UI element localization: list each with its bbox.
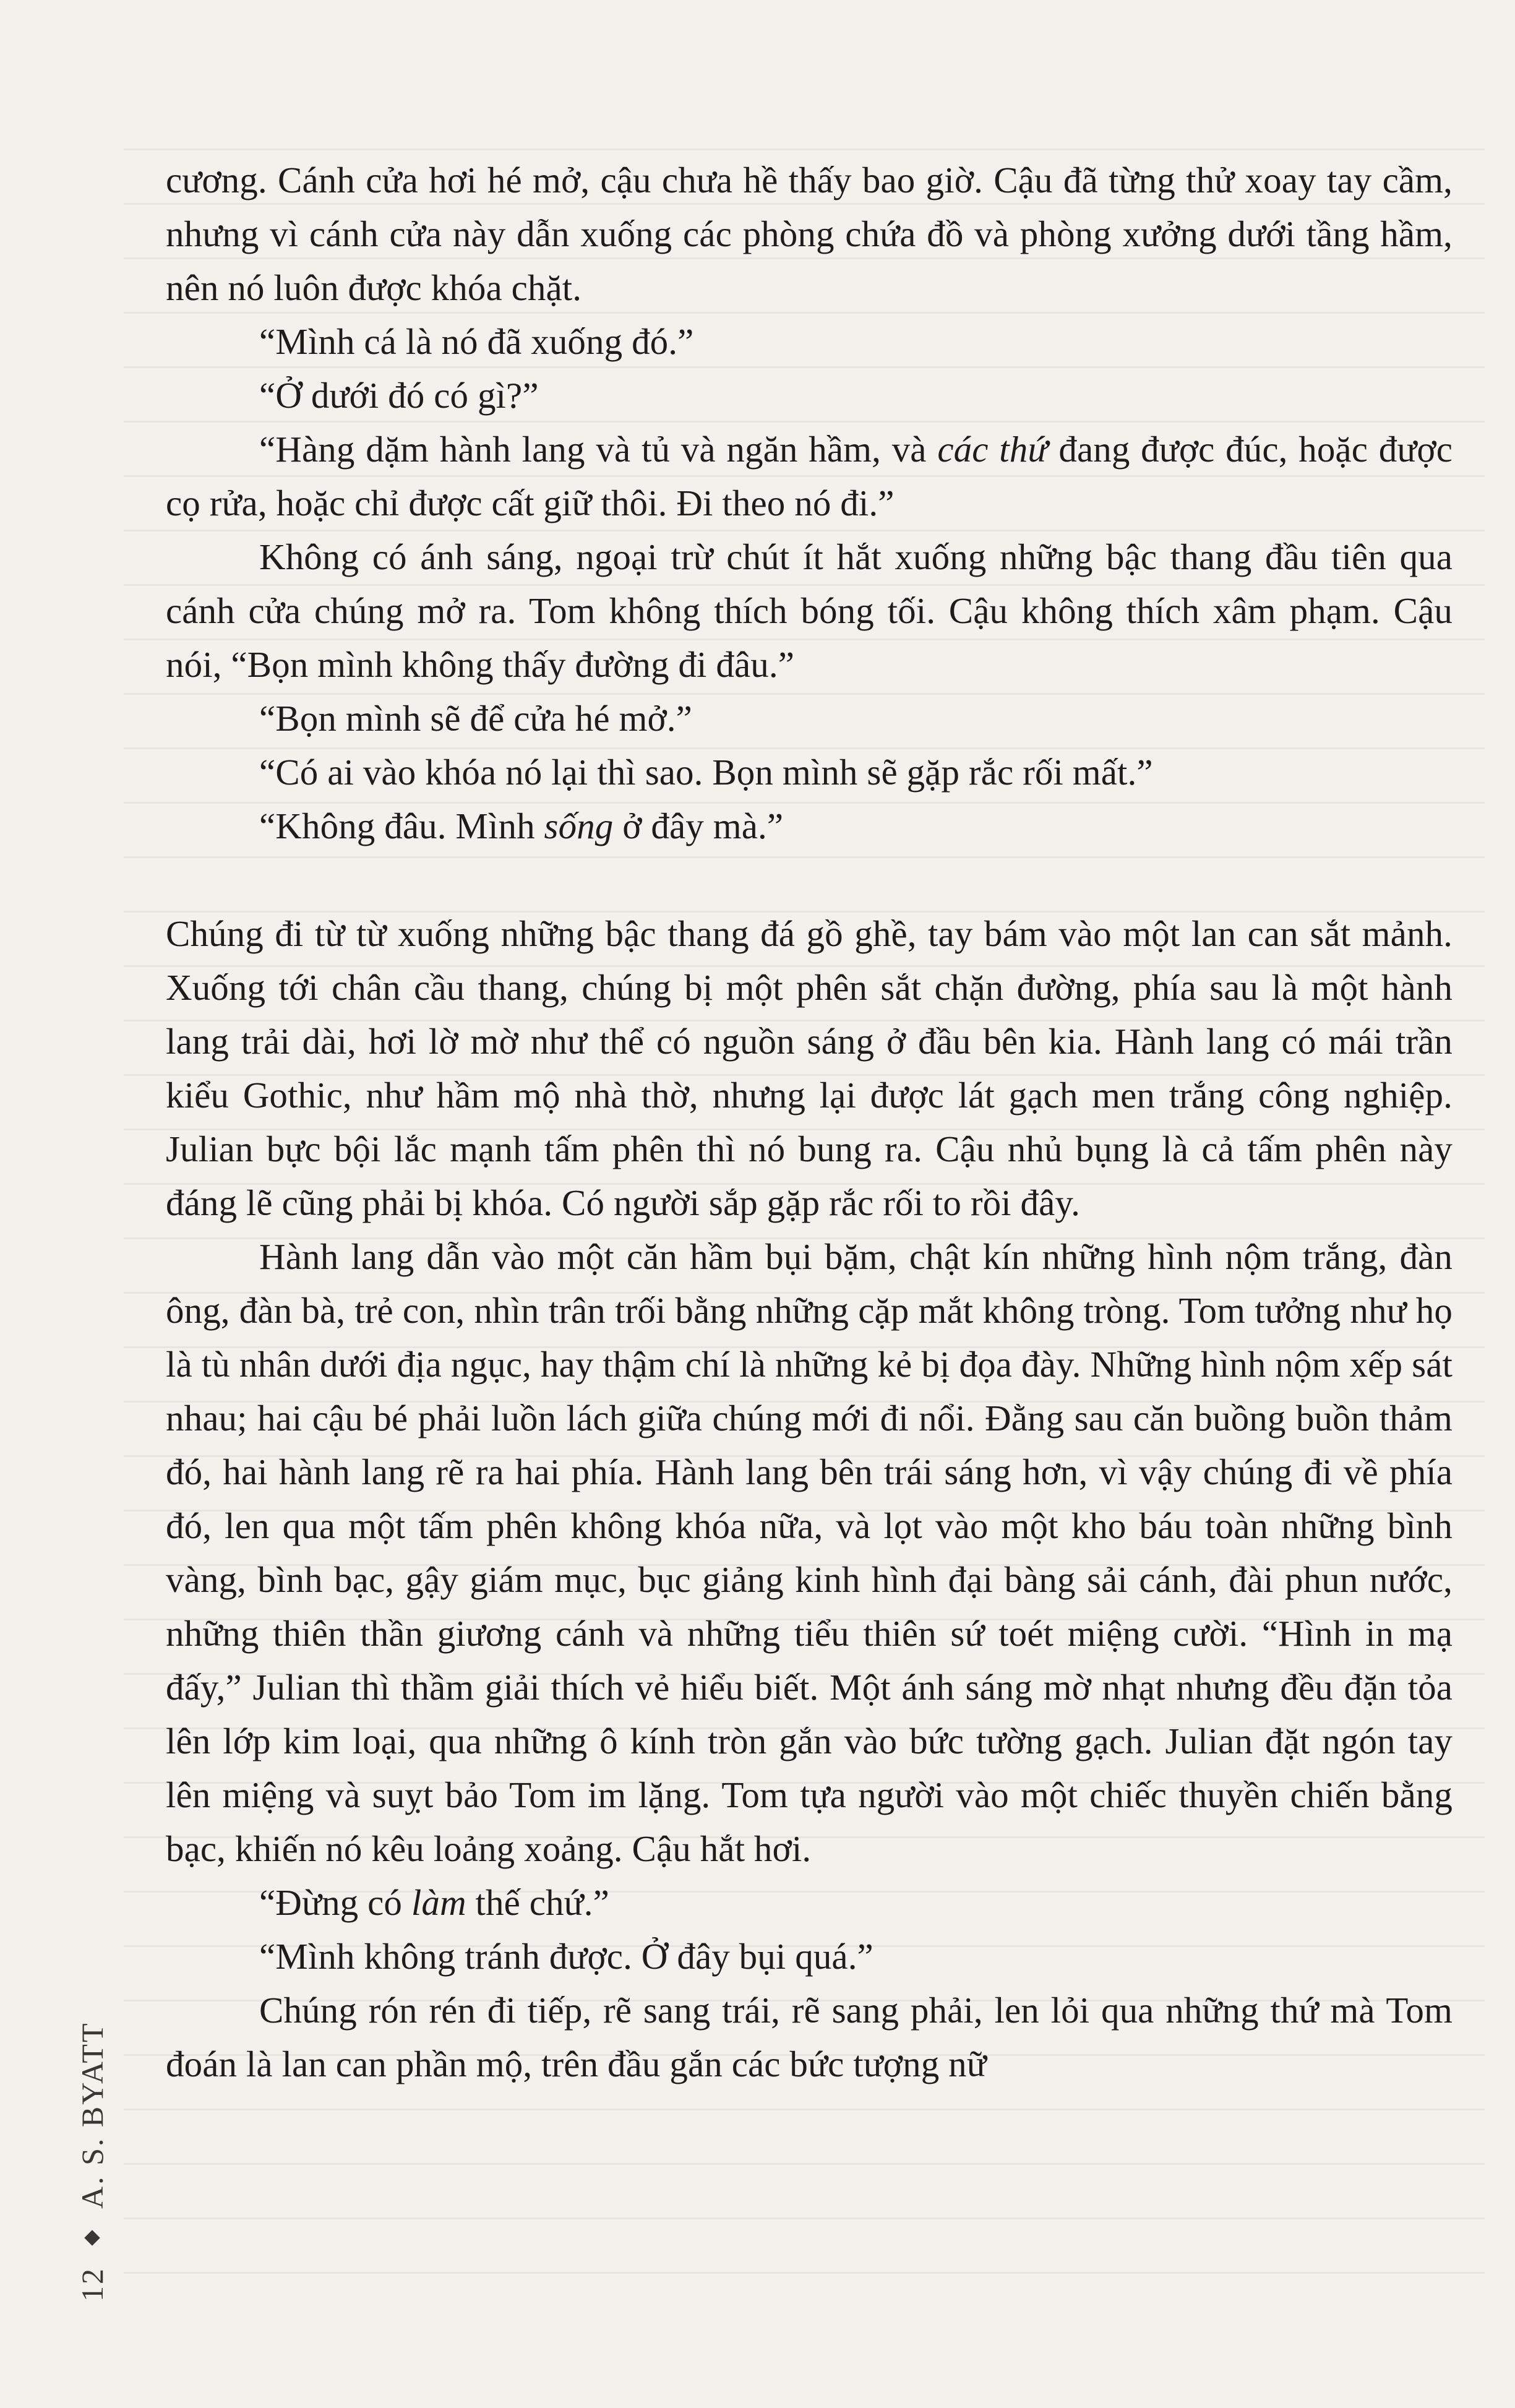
paragraph-11-part-2: thế chứ.” (466, 1882, 609, 1923)
paragraph-13: Chúng rón rén đi tiếp, rẽ sang trái, rẽ sang phải, len lỏi qua những thứ mà Tom đoán là lan can phần mộ, trên đầu gắn các bức tượng nữ (166, 1990, 1453, 2084)
page-number: 12 (75, 2267, 109, 2302)
author-name: A. S. BYATT (75, 2021, 109, 2209)
paragraph-8-part-2: ở đây mà.” (613, 806, 784, 846)
paragraph-4-emphasis: các thứ (937, 429, 1048, 470)
paragraph-8 (166, 799, 1453, 853)
paragraph-5: Không có ánh sáng, ngoại trừ chút ít hắt xuống những bậc thang đầu tiên qua cánh cửa chúng mở ra. Tom không thích bóng tối. Cậu không thích xâm phạm. Cậu nói, “Bọn mình không thấy đường đi đâu.” (166, 536, 1453, 685)
paragraph-11 (166, 1876, 1453, 1930)
paragraph-8-part-1: “Không đâu. Mình (259, 806, 544, 846)
paragraph-9: Chúng đi từ từ xuống những bậc thang đá gồ ghề, tay bám vào một lan can sắt mảnh. Xuống tới chân cầu thang, chúng bị một phên sắt chặn đường, phía sau là một hành lang trải dài, hơi lờ mờ như thể có nguồn sáng ở đầu bên kia. Hành lang có mái trần kiểu Gothic, như hầm mộ nhà thờ, nhưng lại được lát gạch men trắng công nghiệp. Julian bực bội lắc mạnh tấm phên thì nó bung ra. Cậu nhủ bụng là cả tấm phên này đáng lẽ cũng phải bị khóa. Có người sắp gặp rắc rối to rồi đây. (166, 913, 1453, 1223)
paragraph-11-part-1: “Đừng có (259, 1882, 411, 1923)
paragraph-6: “Bọn mình sẽ để cửa hé mở.” (259, 698, 692, 739)
paragraph-10: Hành lang dẫn vào một căn hầm bụi bặm, chật kín những hình nộm trắng, đàn ông, đàn bà, trẻ con, nhìn trân trối bằng những cặp mắt không tròng. Tom tưởng như họ là tù nhân dưới địa ngục, hay thậm chí là những kẻ bị đọa đày. Những hình nộm xếp sát nhau; hai cậu bé phải luồn lách giữa chúng mới đi nổi. Đằng sau căn buồng buồn thảm đó, hai hành lang rẽ ra hai phía. Hành lang bên trái sáng hơn, vì vậy chúng đi về phía đó, len qua một tấm phên không khóa nữa, và lọt vào một kho báu toàn những bình vàng, bình bạc, gậy giám mục, bục giảng kinh hình đại bàng sải cánh, đài phun nước, những thiên thần giương cánh và những tiểu thiên sứ toét miệng cười. “Hình in mạ đấy,” Julian thì thầm giải thích vẻ hiểu biết. Một ánh sáng mờ nhạt nhưng đều đặn tỏa lên lớp kim loại, qua những ô kính tròn gắn vào bức tường gạch. Julian đặt ngón tay lên miệng và suỵt bảo Tom im lặng. Tom tựa người vào một chiếc thuyền chiến bằng bạc, khiến nó kêu loảng xoảng. Cậu hắt hơi. (166, 1236, 1453, 1869)
paragraph-4-part-1: “Hàng dặm hành lang và tủ và ngăn hầm, và (259, 429, 938, 470)
paragraph-4-part-2: đang được đúc, hoặc được cọ rửa, hoặc chỉ được cất giữ thôi. Đi theo nó đi.” (166, 429, 1453, 523)
paragraph-1: cương. Cánh cửa hơi hé mở, cậu chưa hề thấy bao giờ. Cậu đã từng thử xoay tay cầm, nhưng vì cánh cửa này dẫn xuống các phòng chứa đồ và phòng xưởng dưới tầng hầm, nên nó luôn được khóa chặt. (166, 160, 1453, 308)
body-text (166, 153, 1453, 2091)
paragraph-3: “Ở dưới đó có gì?” (259, 375, 539, 416)
paragraph-11-emphasis: làm (411, 1882, 466, 1923)
diamond-ornament-icon (84, 2230, 100, 2245)
paragraph-4 (166, 423, 1453, 530)
running-footer (74, 2022, 110, 2302)
paragraph-2: “Mình cá là nó đã xuống đó.” (259, 321, 694, 362)
paragraph-7: “Có ai vào khóa nó lại thì sao. Bọn mình sẽ gặp rắc rối mất.” (259, 752, 1153, 793)
paragraph-12: “Mình không tránh được. Ở đây bụi quá.” (259, 1936, 873, 1977)
paragraph-8-emphasis: sống (544, 806, 614, 846)
